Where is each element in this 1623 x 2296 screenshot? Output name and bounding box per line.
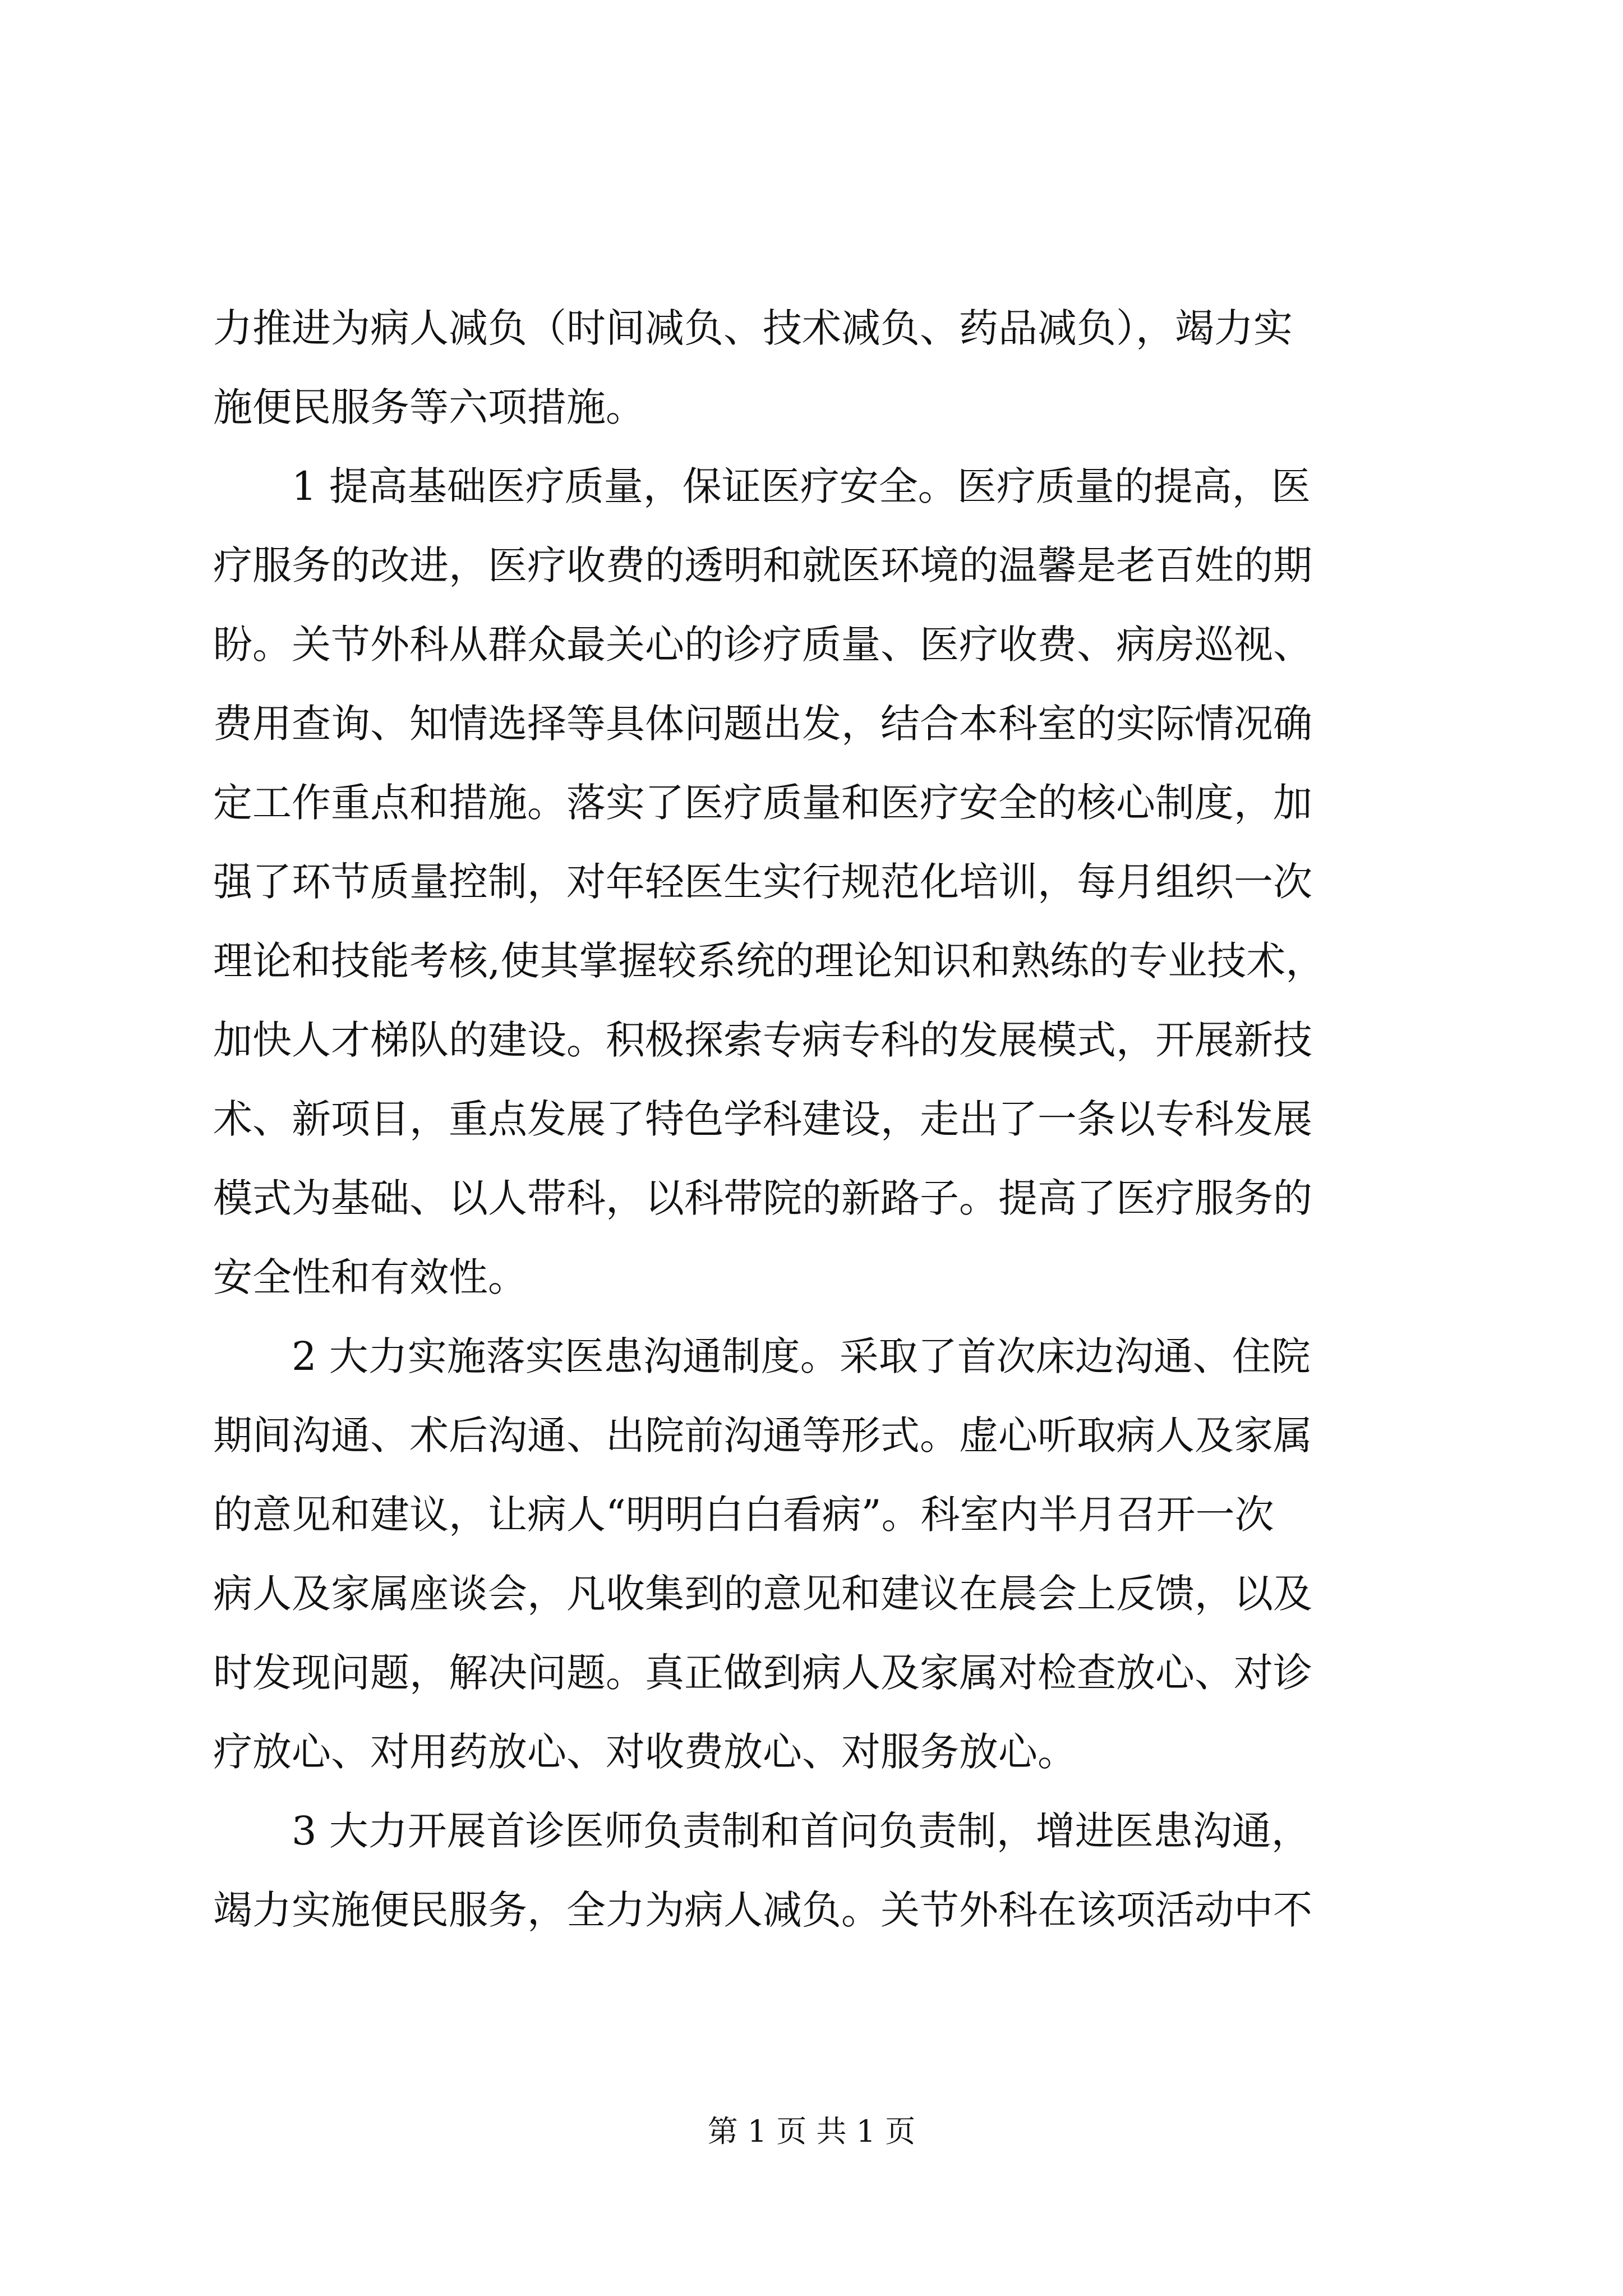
text-line: 竭力实施便民服务，全力为病人减负。关节外科在该项活动中不 [213, 1887, 1312, 1933]
document-body [213, 289, 1413, 1950]
text-line: 力推进为病人减负（时间减负、技术减负、药品减负），竭力实 [213, 305, 1293, 351]
text-line: 定工作重点和措施。落实了医疗质量和医疗安全的核心制度，加 [213, 780, 1312, 826]
text-line: 术、新项目，重点发展了特色学科建设，走出了一条以专科发展 [213, 1096, 1312, 1142]
text-line: 加快人才梯队的建设。积极探索专病专科的发展模式，开展新技 [213, 1017, 1312, 1063]
text-line: 时发现问题，解决问题。真正做到病人及家属对检查放心、对诊 [213, 1650, 1312, 1696]
text-line: 模式为基础、以人带科，以科带院的新路子。提高了医疗服务的 [213, 1175, 1312, 1221]
text-line: 病人及家属座谈会，凡收集到的意见和建议在晨会上反馈，以及 [213, 1571, 1312, 1617]
text-line: 安全性和有效性。 [213, 1254, 527, 1300]
text-line: 施便民服务等六项措施。 [213, 384, 645, 430]
paragraph-2-first-line: 2 大力实施落实医患沟通制度。采取了首次床边沟通、住院 [292, 1333, 1311, 1379]
text-line: 期间沟通、术后沟通、出院前沟通等形式。虚心听取病人及家属 [213, 1412, 1312, 1458]
text-line: 盼。关节外科从群众最关心的诊疗质量、医疗收费、病房巡视、 [213, 622, 1312, 668]
page-footer: 第 1 页 共 1 页 [707, 2114, 916, 2149]
text-line: 强了环节质量控制，对年轻医生实行规范化培训，每月组织一次 [213, 859, 1312, 905]
text-line: 疗服务的改进，医疗收费的透明和就医环境的温馨是老百姓的期 [213, 542, 1312, 588]
paragraph-3-first-line: 3 大力开展首诊医师负责制和首问负责制，增进医患沟通， [292, 1808, 1311, 1854]
paragraph-1-first-line: 1 提高基础医疗质量，保证医疗安全。医疗质量的提高，医 [292, 463, 1311, 509]
text-line: 的意见和建议，让病人“明明白白看病”。科室内半月召开一次 [213, 1492, 1274, 1538]
text-line: 理论和技能考核,使其掌握较系统的理论知识和熟练的专业技术， [213, 938, 1325, 984]
text-line: 疗放心、对用药放心、对收费放心、对服务放心。 [213, 1729, 1077, 1775]
text-line: 费用查询、知情选择等具体问题出发，结合本科室的实际情况确 [213, 701, 1312, 747]
